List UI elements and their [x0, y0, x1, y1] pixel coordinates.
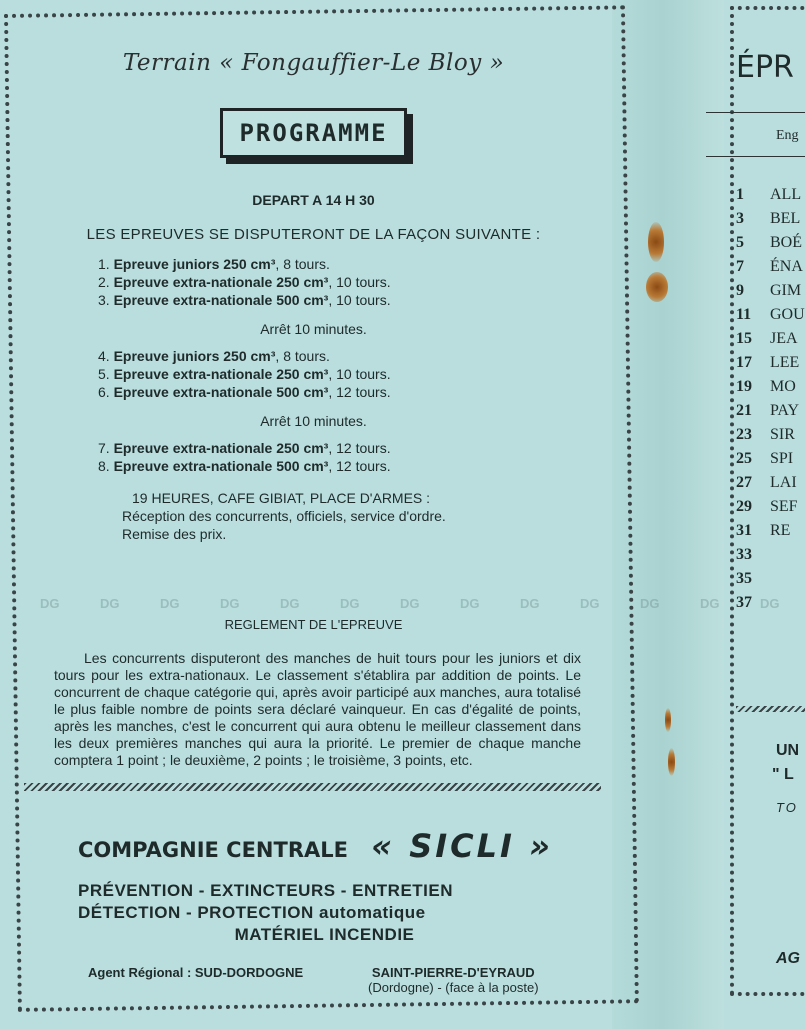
entrant-row: [736, 402, 805, 426]
entrant-number: 35: [736, 570, 752, 587]
entrant-name: LAI: [770, 474, 797, 491]
entrant-name: BEL: [770, 210, 801, 227]
advert-brand: « SICLI »: [371, 827, 553, 865]
entrant-row: [736, 186, 805, 210]
event-item: 3. Epreuve extra-nationale 500 cm³, 10 tours.: [98, 292, 391, 308]
entrant-name: GOU: [770, 306, 805, 323]
event-list-group-1: [98, 255, 611, 309]
entrant-row: [736, 306, 805, 330]
evening-heading: 19 HEURES, CAFE GIBIAT, PLACE D'ARMES :: [132, 490, 431, 506]
event-item: 2. Epreuve extra-nationale 250 cm³, 10 tours.: [98, 274, 391, 290]
entrant-row: [736, 474, 805, 498]
entrant-row: [736, 378, 805, 402]
entrant-row: [736, 594, 805, 618]
advert-company-name: COMPAGNIE CENTRALE: [78, 838, 348, 862]
watermark-mark: DG: [100, 596, 120, 611]
right-ag-text: AG: [776, 950, 800, 967]
entrant-number: 3: [736, 210, 744, 227]
pause-2: Arrêt 10 minutes.: [260, 413, 367, 429]
right-un-text: UN: [776, 742, 800, 759]
advert-address: [368, 965, 539, 995]
page-stain: [665, 708, 671, 732]
entrant-number: 21: [736, 402, 752, 419]
entrant-row: [736, 330, 805, 354]
right-page-title: ÉPR: [736, 50, 794, 85]
event-list-group-2: [98, 347, 611, 401]
entrant-name: SEF: [770, 498, 798, 515]
entrant-row: [736, 522, 805, 546]
entrant-number: 9: [736, 282, 744, 299]
entrant-row: [736, 234, 805, 258]
entrant-name: ALL: [770, 186, 802, 203]
entrant-name: RE: [770, 522, 791, 539]
right-to-text: TO: [776, 800, 798, 815]
entrant-row: [736, 450, 805, 474]
entrant-number: 19: [736, 378, 752, 395]
entrant-row: [736, 498, 805, 522]
section-divider: [24, 783, 601, 791]
reglement-text: Les concurrents disputeront des manches de huit tours pour les juniors et dix tours pour les extra-nationaux. Le classement s'établira par addition de points. Le concurrent de chaque catégorie qui, après avoir participé aux manches, aura totalisé le plus faible nombre de points sera déclaré vainqueur. En cas d'égalité de points, après les manches, c'est le concurrent qui aura obtenu le meilleur classement dans les deux premières manches qui aura la priorité. Le premier de chaque manche comptera 1 point ; le deuxième, 2 points ; le troisième, 3 points, etc.: [54, 650, 581, 768]
page-stain: [646, 272, 668, 302]
entrant-list: [736, 186, 805, 618]
entrant-name: SIR: [770, 426, 795, 443]
entrant-number: 1: [736, 186, 744, 203]
entrant-number: 29: [736, 498, 752, 515]
watermark-mark: DG: [160, 596, 180, 611]
watermark-mark: DG: [760, 596, 780, 611]
entrant-number: 33: [736, 546, 752, 563]
entrant-name: PAY: [770, 402, 800, 419]
advert-agent-row: [78, 965, 611, 995]
entrant-number: 27: [736, 474, 752, 491]
right-rule: [706, 156, 805, 157]
entrant-row: [736, 210, 805, 234]
entrant-number: 31: [736, 522, 752, 539]
page-stain: [648, 222, 664, 262]
evening-line: Réception des concurrents, officiels, service d'ordre.: [122, 508, 446, 524]
entrant-number: 15: [736, 330, 752, 347]
event-item: 6. Epreuve extra-nationale 500 cm³, 12 tours.: [98, 384, 391, 400]
evening-section: [122, 489, 611, 543]
entrant-row: [736, 282, 805, 306]
reglement-title: REGLEMENT DE L'EPREUVE: [224, 617, 403, 632]
right-un-text-2: " L: [772, 766, 794, 783]
programme-banner: [16, 108, 611, 158]
programme-label: PROGRAMME: [220, 108, 406, 158]
watermark-mark: DG: [280, 596, 300, 611]
advert-services-2: DÉTECTION - PROTECTION automatique: [78, 903, 426, 922]
left-page: [16, 36, 611, 995]
advert-company: [78, 827, 611, 865]
watermark-mark: DG: [640, 596, 660, 611]
page-stain: [668, 748, 675, 776]
entrant-row: [736, 258, 805, 282]
event-item: 7. Epreuve extra-nationale 250 cm³, 12 tours.: [98, 440, 391, 456]
entrant-name: JEA: [770, 330, 798, 347]
entrant-name: MO: [770, 378, 796, 395]
entrant-name: LEE: [770, 354, 800, 371]
event-list-group-3: [98, 439, 611, 475]
right-column-header: Eng: [776, 128, 799, 143]
watermark-mark: DG: [220, 596, 240, 611]
entrant-row: [736, 426, 805, 450]
entrant-name: GIM: [770, 282, 802, 299]
entrant-number: 23: [736, 426, 752, 443]
watermark-mark: DG: [40, 596, 60, 611]
departure-time: DEPART A 14 H 30: [252, 192, 375, 208]
evening-line: Remise des prix.: [122, 526, 227, 542]
entrant-row: [736, 354, 805, 378]
entrant-name: BOÉ: [770, 234, 802, 251]
entrant-name: SPI: [770, 450, 794, 467]
page-title: Terrain « Fongauffier-Le Bloy »: [122, 50, 505, 76]
entrant-number: 7: [736, 258, 744, 275]
entrant-name: ÉNA: [770, 258, 803, 275]
advert-services-1: PRÉVENTION - EXTINCTEURS - ENTRETIEN: [78, 881, 454, 900]
watermark-mark: DG: [460, 596, 480, 611]
event-item: 1. Epreuve juniors 250 cm³, 8 tours.: [98, 256, 330, 272]
event-item: 5. Epreuve extra-nationale 250 cm³, 10 tours.: [98, 366, 391, 382]
advert-services-3: MATÉRIEL INCENDIE: [234, 925, 415, 944]
watermark-mark: DG: [580, 596, 600, 611]
right-divider: [736, 706, 805, 712]
entrant-number: 25: [736, 450, 752, 467]
sicli-advert: [78, 827, 611, 995]
entrant-number: 17: [736, 354, 752, 371]
pause-1: Arrêt 10 minutes.: [260, 321, 367, 337]
entrant-row: [736, 570, 805, 594]
advert-agent: Agent Régional : SUD-DORDOGNE: [88, 965, 304, 980]
right-rule: [706, 112, 805, 113]
intro-text: LES EPREUVES SE DISPUTERONT DE LA FAÇON SUIVANTE :: [86, 226, 541, 243]
watermark-mark: DG: [340, 596, 360, 611]
watermark-mark: DG: [520, 596, 540, 611]
entrant-row: [736, 546, 805, 570]
advert-city: SAINT-PIERRE-D'EYRAUD: [371, 965, 535, 980]
watermark-mark: DG: [700, 596, 720, 611]
entrant-number: 5: [736, 234, 744, 251]
event-item: 8. Epreuve extra-nationale 500 cm³, 12 tours.: [98, 458, 391, 474]
advert-city-detail: (Dordogne) - (face à la poste): [368, 980, 539, 995]
watermark-mark: DG: [400, 596, 420, 611]
entrant-number: 11: [736, 306, 752, 323]
entrant-number: 37: [736, 594, 752, 611]
event-item: 4. Epreuve juniors 250 cm³, 8 tours.: [98, 348, 330, 364]
